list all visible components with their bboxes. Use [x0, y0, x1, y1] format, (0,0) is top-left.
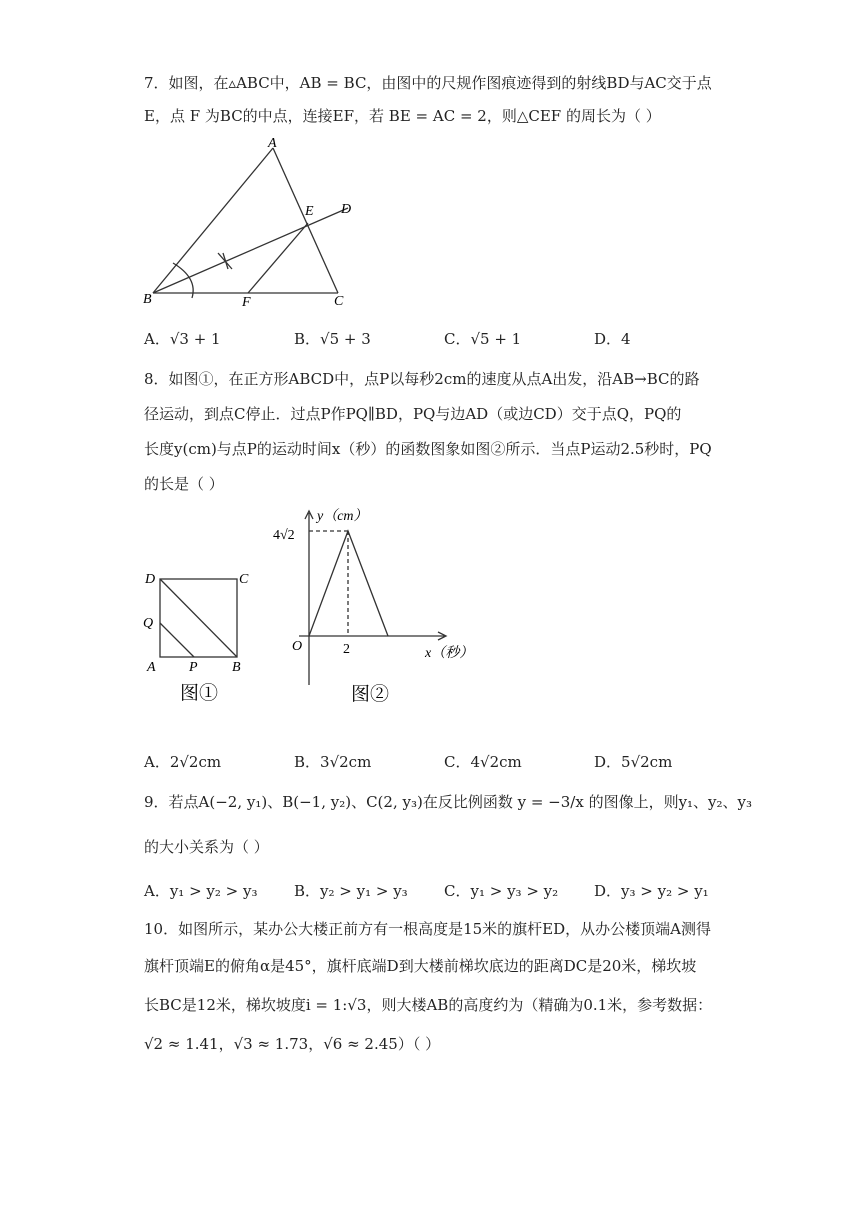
q7-line-1: 7．如图，在▵ABC中，AB = BC，由图中的尺规作图痕迹得到的射线BD与AC交于点	[144, 74, 712, 92]
q8-line-4: 的长是（ ）	[144, 475, 224, 493]
q9-option-c: C．y₁ > y₃ > y₂	[444, 882, 559, 900]
q8-fig2-xtick: 2	[343, 642, 350, 657]
q8-fig1-label-d: D	[145, 572, 156, 587]
q8-fig1-label-c: C	[239, 572, 249, 587]
q7-option-c: C．√5 + 1	[444, 330, 522, 348]
q8-fig2-xlabel: x（秒）	[425, 646, 474, 661]
q7-label-e: E	[305, 204, 314, 219]
q7-label-c: C	[334, 294, 344, 309]
q7-line-2: E，点 F 为BC的中点，连接EF，若 BE = AC = 2，则△CEF 的周长为（ ）	[144, 107, 661, 125]
q8-fig2-ylabel: y（cm）	[317, 509, 368, 524]
q7-triangle-figure	[140, 135, 370, 310]
q8-fig1-label-b: B	[232, 660, 241, 675]
q10-line-2: 旗杆顶端E的俯角α是45°，旗杆底端D到大楼前梯坎底边的距离DC是20米，梯坎坡	[144, 957, 697, 975]
q7-label-b: B	[143, 292, 152, 307]
q8-fig1-caption: 图①	[180, 683, 219, 704]
q10-line-4: √2 ≈ 1.41，√3 ≈ 1.73，√6 ≈ 2.45）（ ）	[144, 1035, 441, 1053]
q9-option-d: D．y₃ > y₂ > y₁	[594, 882, 709, 900]
q8-option-b: B．3√2cm	[294, 753, 372, 771]
q8-option-d: D．5√2cm	[594, 753, 673, 771]
q9-line-1: 9．若点A(−2, y₁)、B(−1, y₂)、C(2, y₃)在反比例函数 y = −3/x 的图像上，则y₁、y₂、y₃	[144, 793, 753, 811]
q7-label-a: A	[268, 136, 277, 151]
q7-label-d: D	[341, 202, 352, 217]
q8-fig2-origin: O	[292, 639, 303, 654]
q8-line-2: 径运动，到点C停止．过点P作PQ∥BD，PQ与边AD（或边CD）交于点Q，PQ的	[144, 405, 682, 423]
q9-option-b: B．y₂ > y₁ > y₃	[294, 882, 408, 900]
q8-option-c: C．4√2cm	[444, 753, 522, 771]
q9-line-2: 的大小关系为（ ）	[144, 838, 269, 856]
q7-option-b: B．√5 + 3	[294, 330, 371, 348]
q8-fig1-label-q: Q	[143, 616, 154, 631]
q8-fig1-label-a: A	[147, 660, 156, 675]
q8-fig2-caption: 图②	[351, 684, 390, 705]
q8-line-3: 长度y(cm)与点P的运动时间x（秒）的函数图象如图②所示．当点P运动2.5秒时，PQ	[144, 440, 712, 458]
q8-fig1-label-p: P	[189, 660, 198, 675]
q8-line-1: 8．如图①，在正方形ABCD中，点P以每秒2cm的速度从点A出发，沿AB→BC的路	[144, 370, 700, 388]
q7-option-a: A．√3 + 1	[144, 330, 221, 348]
q10-line-3: 长BC是12米，梯坎坡度i = 1:√3，则大楼AB的高度约为（精确为0.1米，参考数据：	[144, 996, 713, 1014]
q10-line-1: 10．如图所示，某办公大楼正前方有一根高度是15米的旗杆ED，从办公楼顶端A测得	[144, 920, 711, 938]
q8-option-a: A．2√2cm	[144, 753, 222, 771]
q8-graph-figure	[265, 505, 480, 705]
q8-fig2-ytick: 4√2	[273, 528, 295, 543]
q8-square-figure	[140, 565, 265, 705]
q9-option-a: A．y₁ > y₂ > y₃	[144, 882, 258, 900]
q7-label-f: F	[242, 295, 251, 310]
q7-option-d: D．4	[594, 330, 631, 348]
